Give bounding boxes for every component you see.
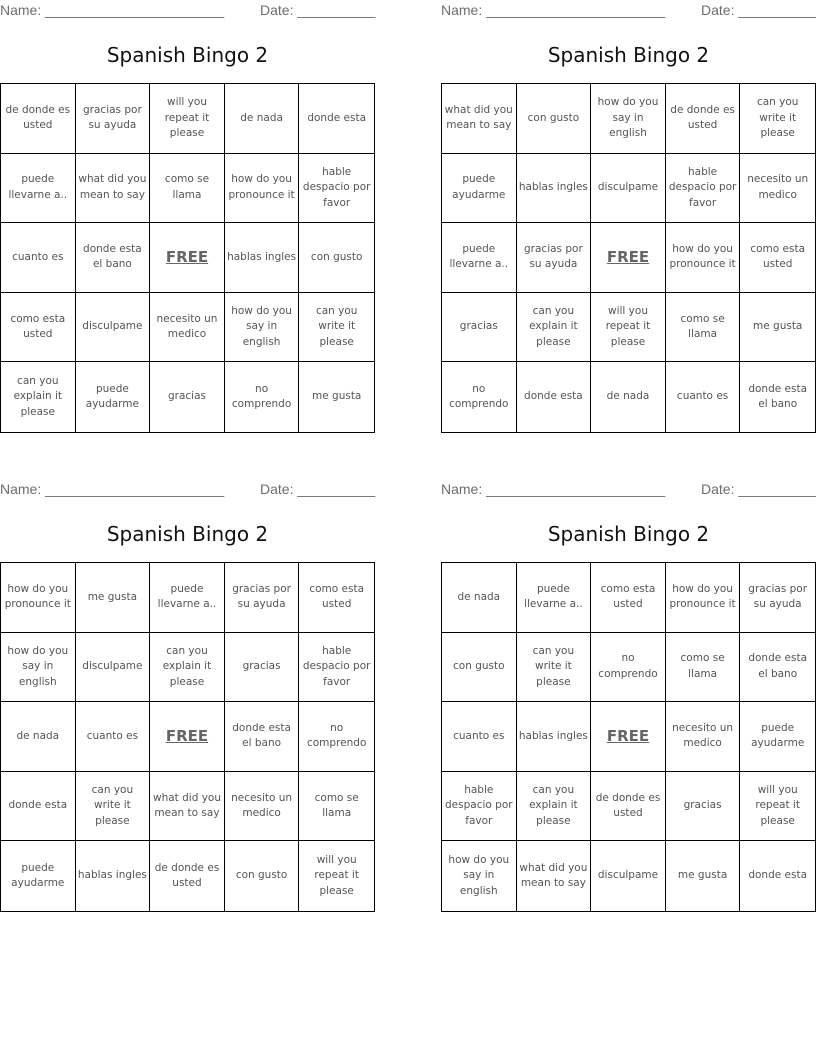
free-space: FREE — [591, 223, 666, 293]
bingo-grid — [441, 83, 816, 433]
bingo-card — [0, 0, 375, 434]
bingo-cell: will you repeat it please — [740, 772, 815, 842]
bingo-cell: de donde es usted — [591, 772, 666, 842]
bingo-cell: puede ayudarme — [740, 702, 815, 772]
bingo-cell: will you repeat it please — [314, 853, 359, 897]
bingo-cell: gracias por su ayuda — [76, 84, 151, 154]
bingo-cell: how do you pronounce it — [225, 154, 300, 224]
bingo-cell: how do you pronounce it — [1, 563, 76, 633]
name-date-line — [441, 2, 816, 20]
free-space: FREE — [150, 702, 225, 772]
bingo-cell: can you explain it please — [517, 772, 592, 842]
bingo-cell: gracias — [150, 362, 225, 432]
bingo-cell: de nada — [1, 702, 76, 772]
bingo-cell: no comprendo — [442, 362, 517, 432]
bingo-cell: de nada — [442, 563, 517, 633]
bingo-cell: can you write it please — [517, 633, 592, 703]
bingo-cell: hable despacio por favor — [299, 633, 374, 703]
bingo-card — [441, 479, 816, 913]
bingo-cell: como se llama — [666, 633, 741, 703]
bingo-cell: what did you mean to say — [76, 154, 151, 224]
bingo-cell: hablas ingles — [517, 702, 592, 772]
bingo-cell: how do you say in english — [225, 293, 300, 363]
bingo-cell: necesito un medico — [150, 293, 225, 363]
bingo-cell: how do you say in english — [442, 841, 517, 911]
bingo-cell: cuanto es — [76, 702, 151, 772]
bingo-cell: cuanto es — [666, 362, 741, 432]
bingo-cell: como se llama — [666, 293, 741, 363]
name-field: Name: _______________________ — [0, 481, 225, 497]
bingo-cell: gracias por su ayuda — [517, 223, 592, 293]
bingo-cell: como se llama — [299, 772, 374, 842]
bingo-cell: can you explain it please — [150, 633, 225, 703]
bingo-cell: donde esta — [517, 362, 592, 432]
bingo-cell: what did you mean to say — [517, 841, 592, 911]
name-field: Name: _______________________ — [441, 481, 666, 497]
bingo-cell: de nada — [225, 84, 300, 154]
bingo-cell: puede ayudarme — [1, 841, 76, 911]
bingo-cell: necesito un medico — [666, 702, 741, 772]
bingo-cell: hable despacio por favor — [666, 154, 741, 224]
bingo-cell: me gusta — [312, 390, 362, 403]
bingo-cell: how do you say in english — [1, 633, 76, 703]
bingo-cell: de donde es usted — [150, 841, 225, 911]
bingo-cell: puede llevarne a.. — [442, 223, 517, 293]
bingo-cell: what did you mean to say — [442, 84, 517, 154]
bingo-cell: hablas ingles — [225, 223, 300, 293]
bingo-cell: de donde es usted — [666, 84, 741, 154]
bingo-cell: puede llevarne a.. — [150, 563, 225, 633]
bingo-cell: gracias — [666, 772, 741, 842]
bingo-cell: disculpame — [76, 293, 151, 363]
bingo-cell: me gusta — [740, 293, 815, 363]
bingo-cell: como se llama — [150, 154, 225, 224]
bingo-cell: como esta usted — [299, 563, 374, 633]
bingo-cell: how do you say in english — [591, 84, 666, 154]
bingo-grid — [441, 562, 816, 912]
bingo-cell: disculpame — [591, 154, 666, 224]
bingo-grid — [0, 562, 375, 912]
bingo-cell: me gusta — [666, 841, 741, 911]
bingo-cell: como esta usted — [1, 293, 76, 363]
bingo-cell: what did you mean to say — [150, 772, 225, 842]
date-field: Date: __________ — [260, 481, 376, 497]
name-field: Name: _______________________ — [0, 2, 225, 18]
name-date-line — [441, 481, 816, 499]
bingo-cell: cuanto es — [1, 223, 76, 293]
bingo-cell: puede llevarne a.. — [517, 563, 592, 633]
bingo-cell: con gusto — [442, 633, 517, 703]
bingo-cell: donde esta el bano — [225, 702, 300, 772]
bingo-cell: donde esta el bano — [76, 223, 151, 293]
bingo-cell: donde esta — [299, 84, 374, 154]
bingo-card — [0, 479, 375, 913]
card-title: Spanish Bingo 2 — [547, 522, 710, 546]
free-space: FREE — [591, 702, 666, 772]
bingo-cell: can you write it please — [299, 293, 374, 363]
bingo-cell: no comprendo — [591, 633, 666, 703]
bingo-cell: no comprendo — [299, 702, 374, 772]
name-date-line — [0, 2, 375, 20]
bingo-cell: how do you pronounce it — [666, 223, 741, 293]
free-space: FREE — [150, 223, 225, 293]
date-field: Date: __________ — [260, 2, 376, 18]
bingo-cell: can you write it please — [76, 772, 151, 842]
bingo-cell: will you repeat it please — [591, 293, 666, 363]
card-title: Spanish Bingo 2 — [106, 522, 269, 546]
bingo-card — [441, 0, 816, 434]
bingo-grid — [0, 83, 375, 433]
bingo-cell: con gusto — [225, 841, 300, 911]
bingo-cell: disculpame — [591, 841, 666, 911]
bingo-cell: hablas ingles — [76, 841, 151, 911]
bingo-cell: como esta usted — [740, 223, 815, 293]
bingo-cell: hablas ingles — [517, 154, 592, 224]
bingo-cell: can you explain it please — [517, 293, 592, 363]
bingo-cell: cuanto es — [442, 702, 517, 772]
bingo-cell: de donde es usted — [1, 84, 76, 154]
bingo-cell: no comprendo — [225, 362, 300, 432]
bingo-cell: can you write it please — [740, 84, 815, 154]
bingo-cell: donde esta — [1, 772, 76, 842]
bingo-cell: donde esta — [748, 869, 808, 882]
date-field: Date: __________ — [701, 481, 816, 497]
bingo-cell: puede ayudarme — [76, 362, 151, 432]
bingo-cell: hable despacio por favor — [442, 772, 517, 842]
bingo-cell: con gusto — [299, 223, 374, 293]
bingo-cell: gracias — [225, 633, 300, 703]
bingo-cell: me gusta — [76, 563, 151, 633]
bingo-cell: donde esta el bano — [748, 382, 808, 411]
bingo-cell: necesito un medico — [740, 154, 815, 224]
card-title: Spanish Bingo 2 — [547, 43, 710, 67]
bingo-cell: can you explain it please — [1, 362, 76, 432]
bingo-cell: gracias — [442, 293, 517, 363]
bingo-cell: gracias por su ayuda — [740, 563, 815, 633]
bingo-cell: como esta usted — [591, 563, 666, 633]
name-date-line — [0, 481, 375, 499]
date-field: Date: __________ — [701, 2, 816, 18]
bingo-cell: disculpame — [76, 633, 151, 703]
bingo-cell: con gusto — [517, 84, 592, 154]
bingo-cell: will you repeat it please — [150, 84, 225, 154]
bingo-cell: puede llevarne a.. — [1, 154, 76, 224]
bingo-cell: de nada — [591, 362, 666, 432]
bingo-cell: donde esta el bano — [740, 633, 815, 703]
name-field: Name: _______________________ — [441, 2, 666, 18]
bingo-cell: puede ayudarme — [442, 154, 517, 224]
bingo-cell: hable despacio por favor — [299, 154, 374, 224]
bingo-cell: gracias por su ayuda — [225, 563, 300, 633]
bingo-cell: how do you pronounce it — [666, 563, 741, 633]
bingo-cell: necesito un medico — [225, 772, 300, 842]
card-title: Spanish Bingo 2 — [106, 43, 269, 67]
